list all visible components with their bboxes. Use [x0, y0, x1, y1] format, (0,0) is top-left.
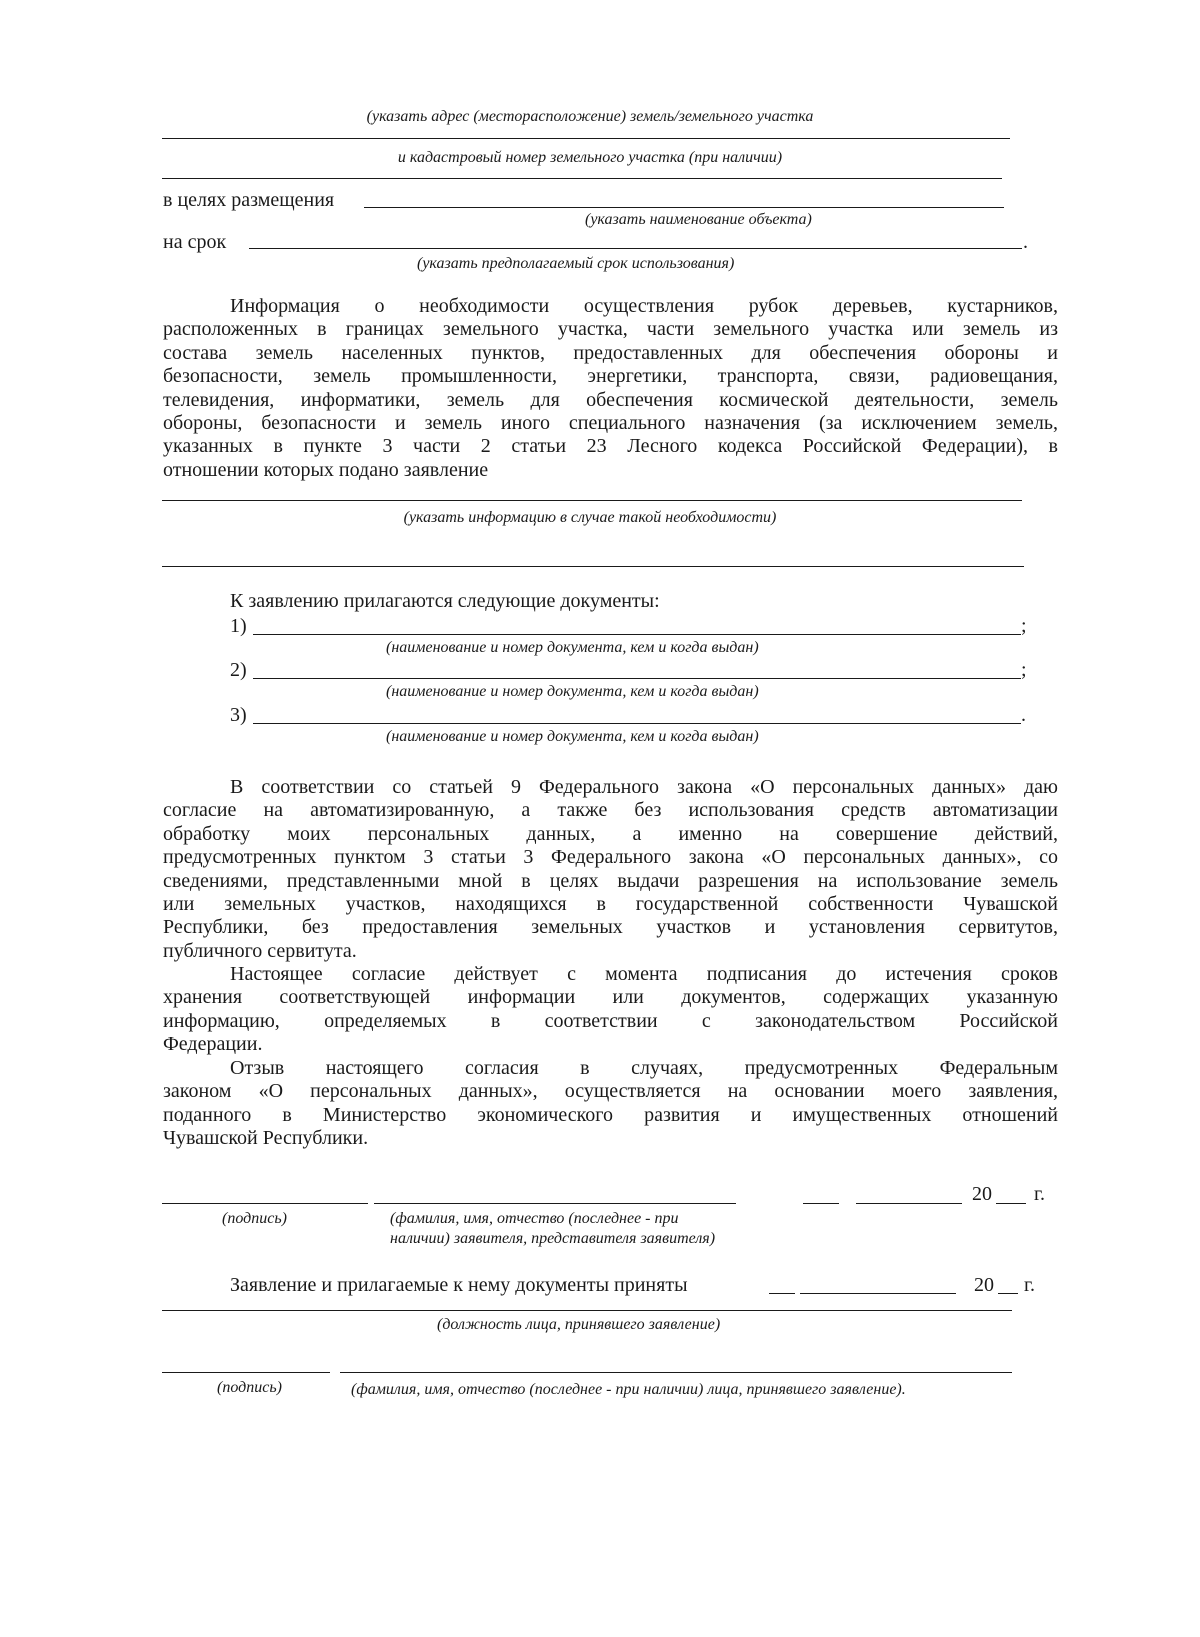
acceptor-name-caption: (фамилия, имя, отчество (последнее - при наличии) лица, принявшего заявление).	[351, 1381, 906, 1398]
consent-line: или земельных участков, находящихся в государственной собственности Чувашской	[163, 893, 1058, 916]
consent-line: согласие на автоматизированную, а также без использования средств автоматизации	[163, 799, 1058, 822]
info-line: отношении которых подано заявление	[163, 458, 489, 481]
info-line: безопасности, земель промышленности, энергетики, транспорта, связи, радиовещания,	[163, 365, 1058, 388]
attachment-1-field[interactable]	[253, 634, 1021, 635]
revocation-line: Отзыв настоящего согласия в случаях, предусмотренных Федеральным	[230, 1057, 1058, 1079]
acceptor-signature-caption: (подпись)	[217, 1379, 282, 1396]
info-extra-field[interactable]	[162, 566, 1024, 567]
placement-field[interactable]	[364, 207, 1004, 208]
info-line: расположенных в границах земельного участка, части земельного участка или земель из	[163, 318, 1058, 341]
revocation-paragraph	[163, 1057, 1058, 1151]
info-field[interactable]	[162, 500, 1022, 501]
applicant-month-field[interactable]	[856, 1203, 962, 1204]
attachment-end: ;	[1021, 659, 1027, 681]
info-line: указанных в пункте 3 части 2 статьи 23 Лесного кодекса Российской Федерации), в	[163, 435, 1058, 458]
acceptor-position-field[interactable]	[162, 1310, 1012, 1311]
applicant-year-suffix: г.	[1034, 1183, 1045, 1205]
attachment-2-field[interactable]	[253, 678, 1021, 679]
term-field[interactable]	[249, 248, 1022, 249]
attachment-caption: (наименование и номер документа, кем и когда выдан)	[386, 683, 759, 700]
validity-paragraph	[163, 963, 1058, 1057]
validity-line: хранения соответствующей информации или документов, содержащих указанную	[163, 986, 1058, 1009]
term-end: .	[1023, 231, 1028, 253]
attachment-end: .	[1021, 704, 1026, 726]
acceptance-year-field[interactable]	[998, 1293, 1018, 1294]
consent-line: предусмотренных пунктом 3 статьи 3 Федерального закона «О персональных данных», со	[163, 846, 1058, 869]
revocation-line: Чувашской Республики.	[163, 1127, 369, 1150]
attachment-caption: (наименование и номер документа, кем и когда выдан)	[386, 639, 759, 656]
consent-line: сведениями, представленными мной в целях выдачи разрешения на использование земель	[163, 869, 1058, 892]
address-line[interactable]	[162, 138, 1010, 139]
consent-line: В соответствии со статьей 9 Федерального закона «О персональных данных» даю	[230, 776, 1058, 798]
info-line: состава земель населенных пунктов, предоставленных для обеспечения обороны и	[163, 341, 1058, 364]
acceptance-year-suffix: г.	[1024, 1274, 1035, 1296]
applicant-year-prefix: 20	[972, 1183, 992, 1205]
attachment-end: ;	[1021, 615, 1027, 637]
info-line: Информация о необходимости осуществления рубок деревьев, кустарников,	[230, 295, 1058, 317]
applicant-year-field[interactable]	[996, 1203, 1026, 1204]
attachment-caption: (наименование и номер документа, кем и когда выдан)	[386, 728, 759, 745]
consent-line: обработку моих персональных данных, а именно на совершение действий,	[163, 822, 1058, 845]
validity-line: Федерации.	[163, 1033, 263, 1056]
placement-label: в целях размещения	[163, 189, 335, 211]
consent-line: публичного сервитута.	[163, 939, 357, 962]
cadastral-line[interactable]	[162, 178, 1002, 179]
validity-line: информацию, определяемых в соответствии с законодательством Российской	[163, 1009, 1058, 1032]
applicant-name-field[interactable]	[374, 1203, 736, 1204]
attachment-number: 3)	[230, 704, 247, 726]
info-line: телевидения, информатики, земель для обеспечения космической деятельности, земель	[163, 388, 1058, 411]
attachment-3-field[interactable]	[253, 723, 1021, 724]
acceptor-position-caption: (должность лица, принявшего заявление)	[437, 1316, 721, 1333]
info-paragraph	[163, 295, 1058, 482]
acceptor-signature-field[interactable]	[162, 1372, 330, 1373]
address-caption: (указать адрес (месторасположение) земель/земельного участка	[366, 108, 814, 125]
attachment-number: 1)	[230, 615, 247, 637]
acceptance-month-field[interactable]	[800, 1293, 956, 1294]
applicant-name-caption: наличии) заявителя, представителя заявителя)	[390, 1230, 716, 1247]
revocation-line: законом «О персональных данных», осуществляется на основании моего заявления,	[163, 1080, 1058, 1103]
acceptance-year-prefix: 20	[974, 1274, 994, 1296]
applicant-name-caption: (фамилия, имя, отчество (последнее - при	[390, 1210, 679, 1227]
attachments-heading: К заявлению прилагаются следующие документы:	[230, 590, 660, 612]
attachment-number: 2)	[230, 659, 247, 681]
info-line: обороны, безопасности и земель иного специального назначения (за исключением земель,	[163, 412, 1058, 435]
acceptance-text: Заявление и прилагаемые к нему документы приняты	[230, 1274, 688, 1296]
validity-line: Настоящее согласие действует с момента подписания до истечения сроков	[230, 963, 1058, 985]
applicant-signature-field[interactable]	[162, 1203, 368, 1204]
acceptance-day-field[interactable]	[769, 1293, 795, 1294]
term-label: на срок	[163, 231, 227, 253]
consent-line: Республики, без предоставления земельных участков и установления сервитутов,	[163, 916, 1058, 939]
applicant-signature-caption: (подпись)	[222, 1210, 287, 1227]
term-caption: (указать предполагаемый срок использования)	[417, 255, 735, 272]
consent-paragraph	[163, 776, 1058, 963]
cadastral-caption: и кадастровый номер земельного участка (при наличии)	[397, 149, 783, 166]
applicant-day-field[interactable]	[803, 1203, 839, 1204]
revocation-line: поданного в Министерство экономического развития и имущественных отношений	[163, 1103, 1058, 1126]
placement-caption: (указать наименование объекта)	[585, 211, 812, 228]
acceptor-name-field[interactable]	[340, 1372, 1012, 1373]
info-caption: (указать информацию в случае такой необходимости)	[403, 509, 777, 526]
